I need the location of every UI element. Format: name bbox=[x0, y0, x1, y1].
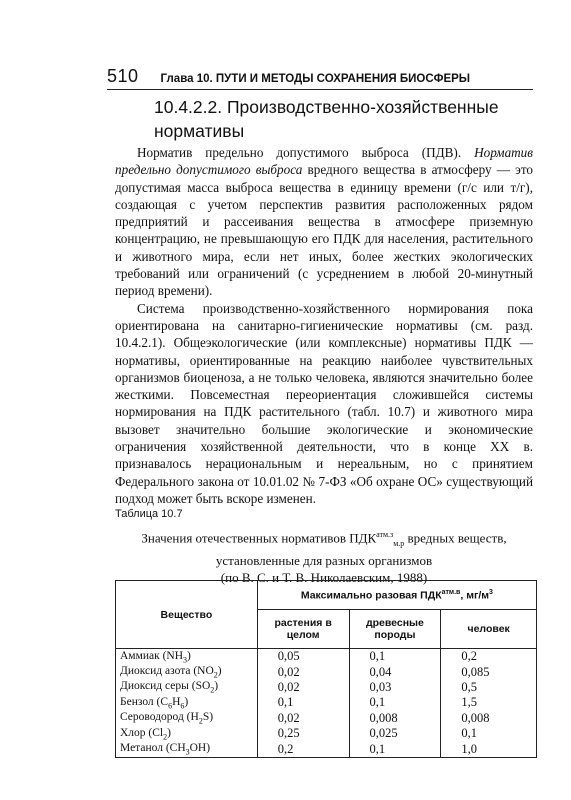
body-text bbox=[115, 144, 533, 507]
table-label: Таблица 10.7 bbox=[115, 508, 183, 520]
substance-name: Диоксид азота $(NO_2)$ bbox=[116, 664, 258, 679]
value-trees: 0,03 bbox=[349, 680, 441, 695]
header-substance: Вещество bbox=[116, 581, 258, 649]
substance-name: Аммиак $(NH_3)$ bbox=[116, 649, 258, 665]
value-plants: 0,05 bbox=[257, 649, 349, 665]
caption-source: (по В. С. и Т. В. Николаевским, 1988) bbox=[220, 569, 428, 585]
caption-text-tail: вредных веществ, установленные для разных организмов bbox=[215, 530, 507, 568]
caption-text: Значения отечественных нормативов ПДК bbox=[141, 530, 377, 546]
value-human: 0,1 bbox=[441, 726, 537, 741]
value-human: 1,5 bbox=[441, 695, 537, 710]
table-row bbox=[116, 726, 537, 741]
section-title: 10.4.2.2. Производственно-хозяйственные нормативы bbox=[154, 97, 499, 141]
table-row bbox=[116, 649, 537, 665]
value-plants: 0,02 bbox=[257, 711, 349, 726]
table-row bbox=[116, 695, 537, 710]
running-head bbox=[107, 66, 531, 88]
paragraph-system: Система производственно-хозяйственного нормирования пока ориентирована на санитарно-гигиенические нормативы (см. разд. 10.4.2.1). Общеэкологические (или комплексные) нормативы ПДК — нормативы, ориентированные на реакцию наиболее чувствительных организмов биоценоза, а не только человека, являются значительно более жесткими. Повсеместная переориентация сложившейся системы нормирования на ПДК растительного (табл. 10.7) и животного мира вызовет значительно большие экологические и экономические ограничения хозяйственной деятельности, что в конце XX в. признавалось нерациональным и нереальным, но с принятием Федерального закона от 10.01.02 № 7-ФЗ «Об охране ОС» существующий подход может быть вскоре изменен. bbox=[115, 300, 533, 506]
value-plants: 0,25 bbox=[257, 726, 349, 741]
value-human: 0,085 bbox=[441, 664, 537, 679]
value-trees: 0,025 bbox=[349, 726, 441, 741]
chapter-title: Глава 10. ПУТИ И МЕТОДЫ СОХРАНЕНИЯ БИОСФЕРЫ bbox=[160, 73, 471, 85]
table-row bbox=[116, 741, 537, 757]
value-plants: 0,02 bbox=[257, 680, 349, 695]
header-group: Максимально разовая $ПДК^{атм.в}$, $мг/м^3$ bbox=[257, 581, 536, 610]
value-trees: 0,1 bbox=[349, 741, 441, 757]
substance-name: Диоксид серы $(SO_2)$ bbox=[116, 680, 258, 695]
header-human: человек bbox=[441, 610, 537, 649]
value-trees: 0,008 bbox=[349, 711, 441, 726]
caption-sup: атм.з bbox=[376, 530, 394, 539]
caption-sub: м.р bbox=[393, 538, 405, 548]
value-human: 0,2 bbox=[441, 649, 537, 665]
value-trees: 0,1 bbox=[349, 649, 441, 665]
paragraph-body: вредного вещества в атмосферу — это допустимая масса выброса вещества в единицу времени (г/с или т/г), создающая с учетом перспектив развития расположенных рядом предприятий и рассеивания вещества в атмосфере приземную концентрацию, не превышающую его ПДК для населения, растительного и животного мира, если нет иных, более жестких экологических требований или ограничений (с усреднением в любой 20-минутный период времени). bbox=[115, 162, 534, 299]
value-plants: 0,1 bbox=[257, 695, 349, 710]
pdk-table bbox=[115, 580, 537, 758]
value-plants: 0,02 bbox=[257, 664, 349, 679]
value-trees: 0,04 bbox=[349, 664, 441, 679]
value-human: 0,008 bbox=[441, 711, 537, 726]
table-row bbox=[116, 711, 537, 726]
value-human: 1,0 bbox=[441, 741, 537, 757]
defined-term: Норматив предельно допустимого выброса bbox=[115, 145, 533, 178]
header-trees: древесные породы bbox=[349, 610, 441, 649]
substance-name: Метанол $(CH_3OH)$ bbox=[116, 741, 258, 757]
value-human: 0,5 bbox=[441, 680, 537, 695]
value-plants: 0,2 bbox=[257, 741, 349, 757]
table-row bbox=[116, 680, 537, 695]
page-number: 510 bbox=[107, 66, 139, 86]
value-trees: 0,1 bbox=[349, 695, 441, 710]
table-caption bbox=[115, 526, 533, 586]
paragraph-lead: Норматив предельно допустимого выброса (ПДВ). bbox=[137, 145, 462, 160]
substance-name: Бензол $(C_6H_6)$ bbox=[116, 695, 258, 710]
paragraph-pdv bbox=[115, 144, 533, 300]
substance-name: Хлор $(Cl_2)$ bbox=[116, 726, 258, 741]
header-rule bbox=[107, 89, 533, 90]
header-plants: растения в целом bbox=[257, 610, 349, 649]
substance-name: Сероводород $(H_2S)$ bbox=[116, 711, 258, 726]
table-row bbox=[116, 664, 537, 679]
